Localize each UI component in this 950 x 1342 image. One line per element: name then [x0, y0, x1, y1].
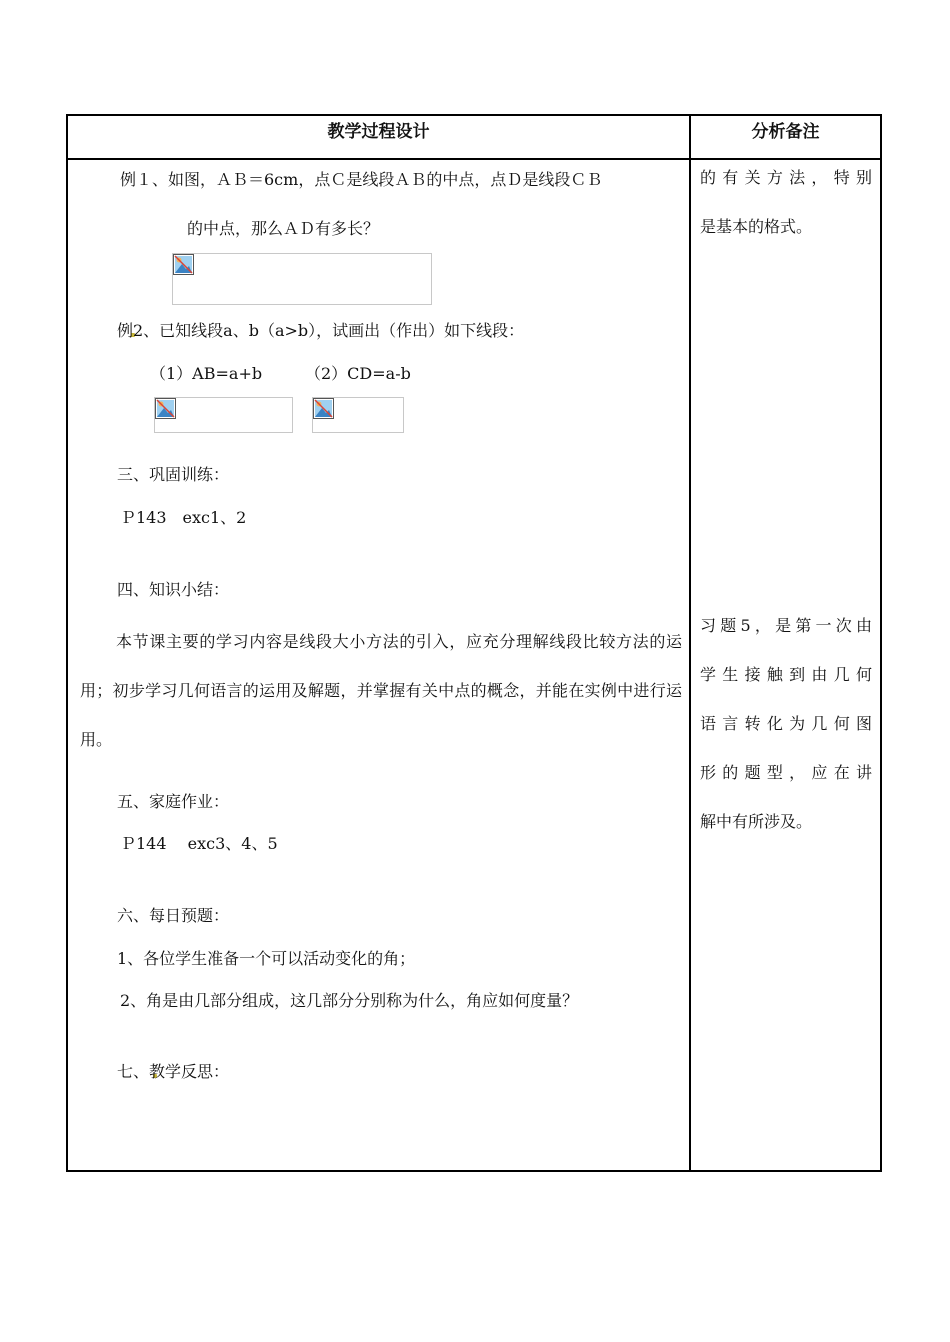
example-2-figure-1	[154, 397, 293, 433]
example-2-item-1: （1）AB=a+b	[150, 364, 263, 383]
example-1-question: 的中点，那么ＡＤ有多长？	[187, 219, 380, 238]
note-method	[700, 153, 872, 251]
section-6-title: 六、每日预题：	[117, 906, 230, 925]
note-line: 习题5，是第一次由	[700, 616, 872, 635]
example-1-figure	[172, 253, 432, 305]
note-line: 学生接触到由几何	[700, 665, 872, 684]
section-6-item-2: 2、角是由几部分组成，这几部分分别称为什么，角应如何度量？	[120, 991, 579, 1010]
example-2-text: 例2、已知线段a、b（a>b），试画出（作出）如下线段：	[117, 321, 525, 340]
section-5-title: 五、家庭作业：	[117, 792, 230, 811]
note-exercise	[700, 601, 872, 846]
section-4-body: 本节课主要的学习内容是线段大小方法的引入，应充分理解线段比较方法的运用；初步学习几何语言的运用及解题，并掌握有关中点的概念，并能在实例中进行运用。	[80, 632, 682, 749]
note-line: 的有关方法，特别	[700, 168, 872, 187]
section-6-item-1: 1、各位学生准备一个可以活动变化的角；	[117, 949, 416, 968]
broken-image-icon	[313, 398, 334, 419]
note-line: 是基本的格式。	[700, 217, 813, 236]
header-analysis-notes: 分析备注	[751, 122, 820, 142]
section-3-item: Ｐ143 exc1、2	[120, 508, 247, 527]
note-line: 语言转化为几何图	[700, 714, 872, 733]
column-divider	[689, 114, 691, 1172]
section-4-title: 四、知识小结：	[117, 580, 230, 599]
section-3-title: 三、巩固训练：	[117, 465, 230, 484]
example-2-figure-2	[312, 397, 404, 433]
note-line: 形的题型，应在讲	[700, 763, 872, 782]
example-1-text: 例１、如图，ＡＢ＝6cm，点Ｃ是线段ＡＢ的中点，点Ｄ是线段ＣＢ	[120, 170, 603, 189]
section-7-title: 七、教学反思：	[117, 1062, 230, 1081]
broken-image-icon	[173, 254, 194, 275]
header-teaching-process: 教学过程设计	[327, 122, 430, 142]
note-line: 解中有所涉及。	[700, 812, 813, 831]
broken-image-icon	[155, 398, 176, 419]
example-2-item-2: （2）CD=a-b	[305, 364, 411, 383]
section-5-item: Ｐ144 exc3、4、5	[120, 834, 278, 853]
